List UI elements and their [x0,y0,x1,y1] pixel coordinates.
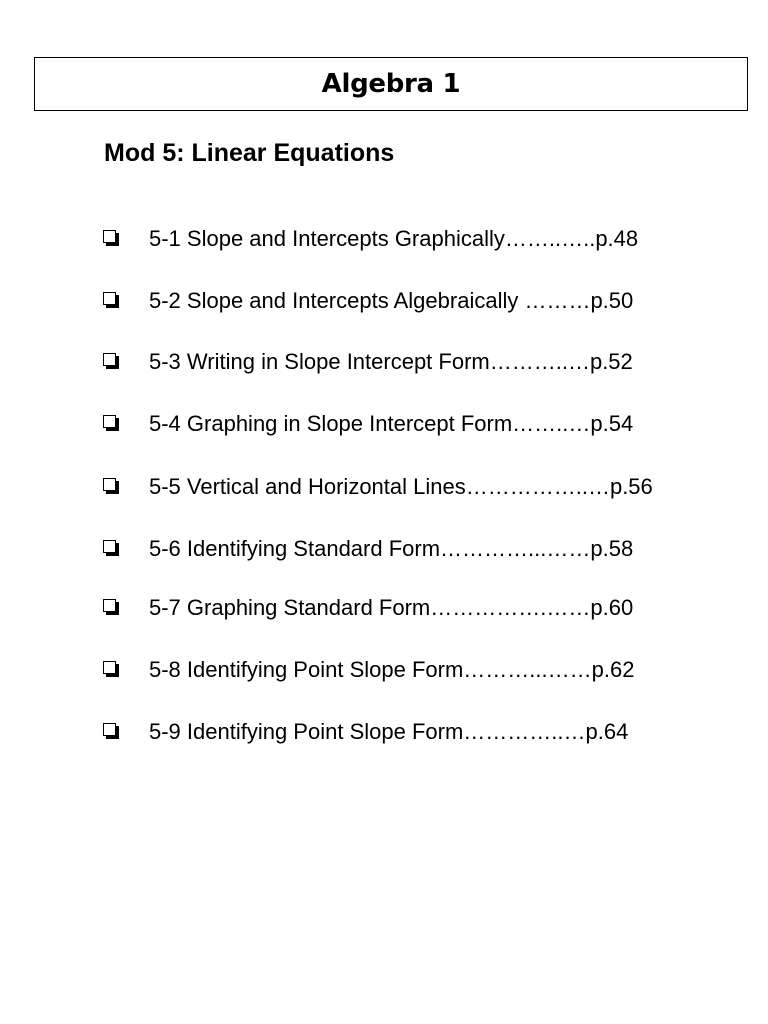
checkbox-icon [103,723,121,741]
checkbox-icon [103,292,121,310]
toc-item-5-6 [103,534,633,564]
toc-item-5-1 [103,224,638,254]
toc-item-text: 5-6 Identifying Standard Form…………...……p.58 [149,536,634,561]
toc-item-5-4 [103,409,633,439]
checkbox-icon [103,661,121,679]
toc-item-text: 5-4 Graphing in Slope Intercept Form……..…p.54 [149,411,634,436]
toc-item-text: 5-8 Identifying Point Slope Form………...……p.62 [149,657,635,682]
checkbox-icon [103,599,121,617]
toc-item-text: 5-1 Slope and Intercepts Graphically……..…..p.48 [149,226,639,251]
toc-item-text: 5-2 Slope and Intercepts Algebraically ………p.50 [149,288,634,313]
checkbox-icon [103,353,121,371]
checkbox-icon [103,478,121,496]
toc-item-text: 5-3 Writing in Slope Intercept Form………..…p.52 [149,349,633,374]
module-heading: Mod 5: Linear Equations [104,139,395,167]
checkbox-icon [103,230,121,248]
checkbox-icon [103,415,121,433]
toc-item-5-8 [103,655,634,685]
toc-item-5-3 [103,347,633,377]
toc-item-5-9 [103,717,628,747]
checkbox-icon [103,540,121,558]
page-title: Algebra 1 [321,69,461,99]
toc-item-5-5 [103,472,653,502]
toc-item-text: 5-7 Graphing Standard Form…………….……p.60 [149,595,634,620]
toc-item-5-2 [103,286,633,316]
toc-item-text: 5-5 Vertical and Horizontal Lines……………..…p.56 [149,474,653,499]
toc-item-5-7 [103,593,633,623]
toc-item-text: 5-9 Identifying Point Slope Form…………..…p.64 [149,719,629,744]
